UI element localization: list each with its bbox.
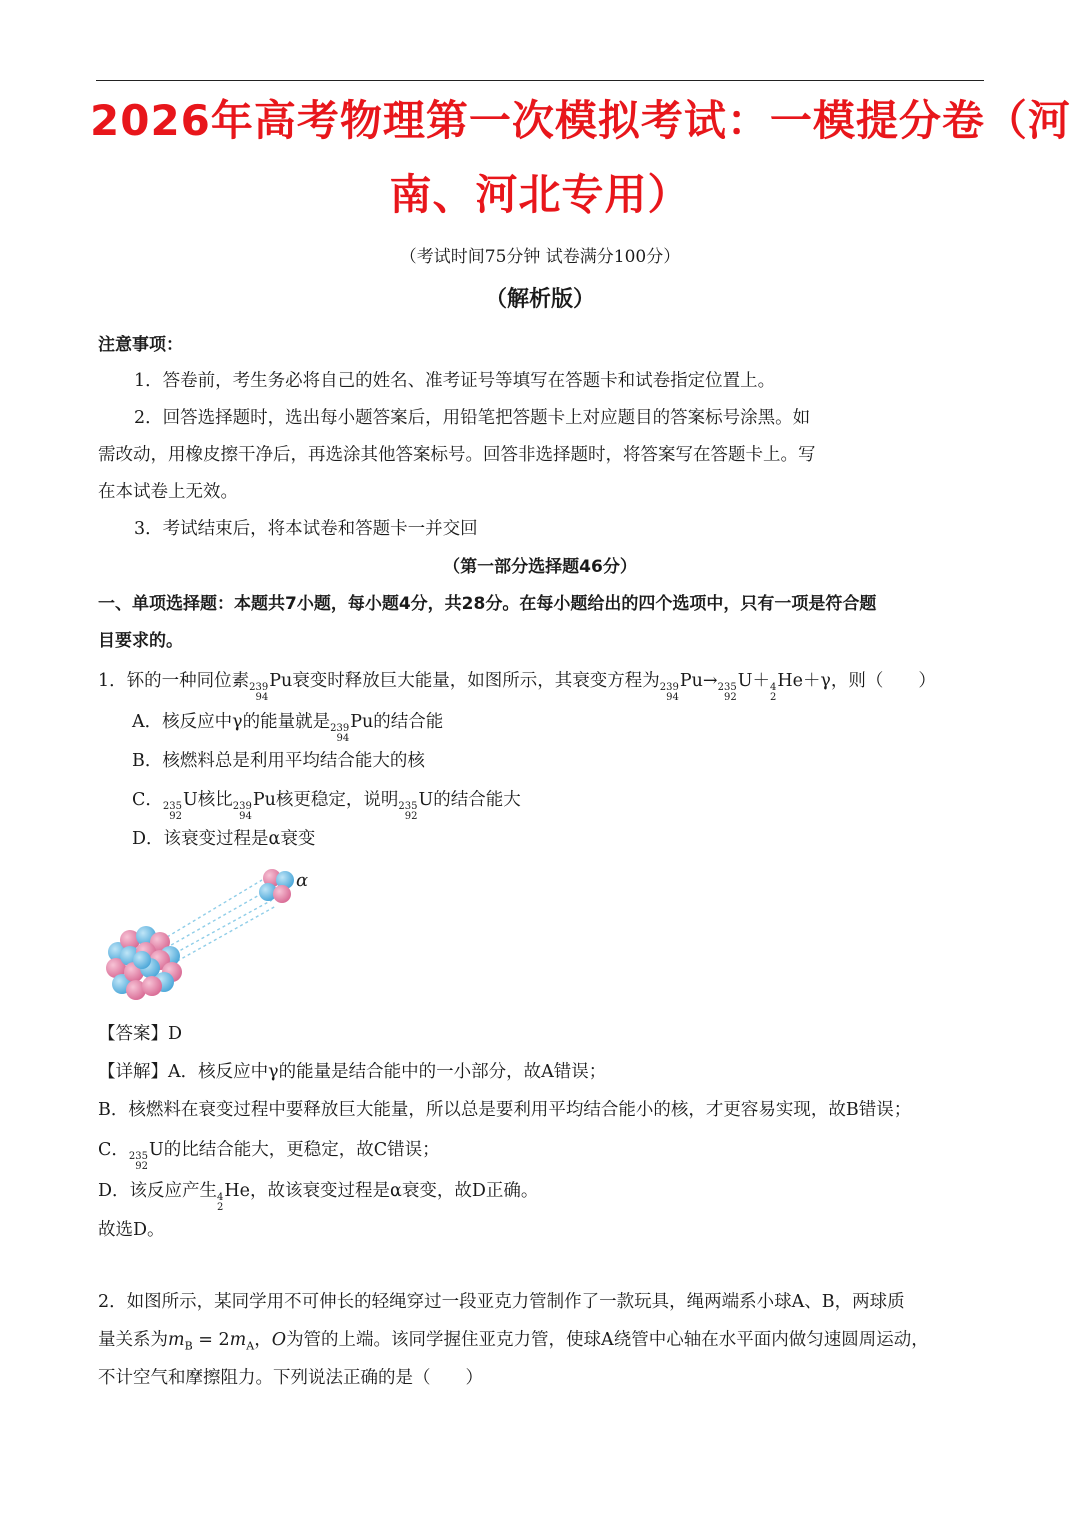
notice-item-1: 1．答卷前，考生务必将自己的姓名、准考证号等填写在答题卡和试卷指定位置上。: [134, 371, 776, 391]
q1-stem-text-a: 1．钚的一种同位素: [98, 671, 250, 691]
alpha-decay-figure: [100, 862, 330, 1007]
nuclide-pu: 239 94 Pu: [659, 671, 703, 703]
notice-item-3: 3．考试结束后，将本试卷和答题卡一并交回: [134, 519, 478, 539]
exam-title-line1: 2026年高考物理第一次模拟考试：一模提分卷（河: [90, 96, 1071, 145]
nuclide-pu: 239 94 Pu: [249, 671, 293, 703]
q1-stem-text-b: 衰变时释放巨大能量，如图所示，其衰变方程为: [292, 671, 660, 691]
q2-stem-line1: 2．如图所示，某同学用不可伸长的轻绳穿过一段亚克力管制作了一款玩具，绳两端系小球A、B，两球质: [98, 1292, 905, 1312]
exam-title-line2: 南、河北专用）: [389, 170, 691, 219]
notice-item-2-line2: 需改动，用橡皮擦干净后，再选涂其他答案标号。回答非选择题时，将答案写在答题卡上。写: [98, 445, 816, 465]
section-instructions-line2: 目要求的。: [98, 631, 183, 651]
q1-analysis-line2: B．核燃料在衰变过程中要释放巨大能量，所以总是要利用平均结合能小的核，才更容易实现，故B错误；: [98, 1100, 912, 1120]
alpha-trail-lines: [162, 880, 276, 964]
notice-item-2-line3: 在本试卷上无效。: [98, 482, 238, 502]
header-rule: [96, 80, 984, 81]
alpha-label: α: [296, 870, 309, 891]
exam-info: （考试时间75分钟 试卷满分100分）: [399, 247, 681, 267]
nuclide-u: 235 92 U: [398, 790, 434, 822]
nuclide-u: 235 92 U: [162, 790, 198, 822]
q1-option-c: C． 235 92 U核比 239 94 Pu核更稳定，说明 235 92 U的结合能大: [132, 790, 521, 822]
nuclide-pu: 239 94 Pu: [232, 790, 276, 822]
q2-stem-line3: 不计空气和摩擦阻力。下列说法正确的是（ ）: [98, 1368, 483, 1388]
alpha-particle: [259, 869, 294, 903]
q1-stem-text-end: ＋γ，则（ ）: [802, 671, 936, 691]
q1-option-a: A．核反应中γ的能量就是 239 94 Pu的结合能: [132, 712, 444, 744]
q1-analysis-line4: D．该反应产生 4 2 He，故该衰变过程是α衰变，故D正确。: [98, 1181, 539, 1213]
q1-analysis-line3: C． 235 92 U的比结合能大，更稳定，故C错误；: [98, 1140, 440, 1172]
part1-heading: （第一部分选择题46分）: [443, 557, 637, 577]
mass-relation-formula: $m_B = 2m_A$: [168, 1330, 255, 1353]
q1-answer: 【答案】D: [98, 1024, 183, 1044]
q1-option-b: B．核燃料总是利用平均结合能大的核: [132, 751, 425, 771]
notice-item-2-line1: 2．回答选择题时，选出每小题答案后，用铅笔把答题卡上对应题目的答案标号涂黑。如: [134, 408, 811, 428]
q1-stem: 1．钚的一种同位素 239 94 Pu衰变时释放巨大能量，如图所示，其衰变方程为 239 94 Pu→ 235 92 U＋ 4 2 He＋γ，则（ ）: [98, 671, 936, 703]
q1-conclusion: 故选D。: [98, 1220, 165, 1240]
q1-analysis-line1: 【详解】A．核反应中γ的能量是结合能中的一小部分，故A错误；: [98, 1062, 607, 1082]
q2-stem-line2: 量关系为$m_B = 2m_A$，O为管的上端。该同学握住亚克力管，使球A绕管中心轴在水平面内做匀速圆周运动，: [98, 1330, 929, 1353]
version-label: （解析版）: [484, 287, 595, 312]
q1-option-d: D．该衰变过程是α衰变: [132, 829, 316, 849]
nuclide-u: 235 92 U: [128, 1140, 164, 1172]
nuclide-he: 4 2 He: [217, 1181, 251, 1213]
nuclide-he: 4 2 He: [769, 671, 803, 703]
nuclide-u: 235 92 U: [717, 671, 753, 703]
nuclide-pu: 239 94 Pu: [330, 712, 374, 744]
section-instructions-line1: 一、单项选择题：本题共7小题，每小题4分，共28分。在每小题给出的四个选项中，只有一项是符合题: [98, 594, 877, 614]
reaction-arrow: →: [702, 671, 718, 691]
notice-heading: 注意事项：: [98, 335, 183, 355]
heavy-nucleus: [106, 926, 182, 1000]
